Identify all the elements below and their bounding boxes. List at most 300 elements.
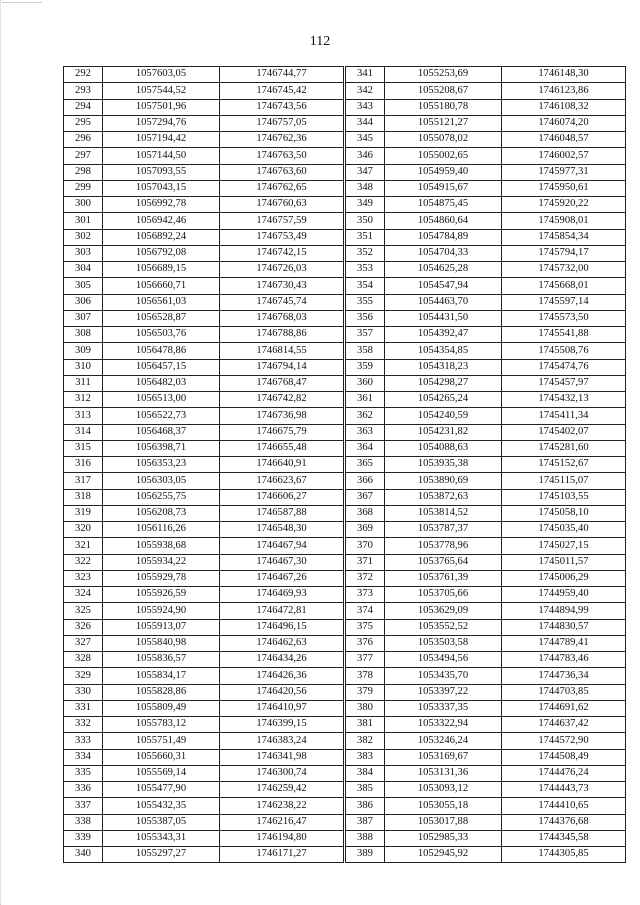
point-number-cell: 350 [346, 213, 385, 229]
coordinate-x-cell: 1053705,66 [385, 587, 502, 603]
coordinate-y-cell: 1744783,46 [502, 652, 626, 668]
point-number-cell: 298 [64, 164, 103, 180]
coordinate-y-cell: 1746472,81 [220, 603, 344, 619]
point-number-cell: 318 [64, 489, 103, 505]
coordinate-y-cell: 1746467,30 [220, 554, 344, 570]
coordinate-x-cell: 1054265,24 [385, 392, 502, 408]
table-row [346, 570, 626, 586]
coordinate-x-cell: 1053778,96 [385, 538, 502, 554]
coordinate-y-cell: 1746148,30 [502, 67, 626, 83]
coordinate-y-cell: 1746341,98 [220, 749, 344, 765]
point-number-cell: 362 [346, 408, 385, 424]
table-row [346, 327, 626, 343]
table-row [64, 765, 344, 781]
coordinate-x-cell: 1054625,28 [385, 262, 502, 278]
coordinate-y-cell: 1746757,05 [220, 115, 344, 131]
coordinate-y-cell: 1746745,74 [220, 294, 344, 310]
point-number-cell: 341 [346, 67, 385, 83]
table-row [346, 457, 626, 473]
coordinate-y-cell: 1746745,42 [220, 83, 344, 99]
coordinate-x-cell: 1053055,18 [385, 798, 502, 814]
point-number-cell: 301 [64, 213, 103, 229]
coordinate-x-cell: 1056561,03 [103, 294, 220, 310]
coordinate-x-cell: 1054784,89 [385, 229, 502, 245]
table-row [64, 164, 344, 180]
coordinate-y-cell: 1745027,15 [502, 538, 626, 554]
coordinate-x-cell: 1055432,35 [103, 798, 220, 814]
point-number-cell: 360 [346, 375, 385, 391]
coordinate-x-cell: 1056942,46 [103, 213, 220, 229]
point-number-cell: 348 [346, 180, 385, 196]
coordinate-x-cell: 1057144,50 [103, 148, 220, 164]
point-number-cell: 326 [64, 619, 103, 635]
point-number-cell: 309 [64, 343, 103, 359]
coordinate-x-cell: 1053814,52 [385, 505, 502, 521]
coordinate-x-cell: 1053872,63 [385, 489, 502, 505]
table-row [64, 213, 344, 229]
coordinate-y-cell: 1744410,65 [502, 798, 626, 814]
coordinate-y-cell: 1746757,59 [220, 213, 344, 229]
point-number-cell: 296 [64, 132, 103, 148]
table-row [346, 749, 626, 765]
coordinate-x-cell: 1055297,27 [103, 847, 220, 863]
table-row [64, 554, 344, 570]
table-row [64, 229, 344, 245]
coordinate-y-cell: 1745794,17 [502, 245, 626, 261]
coordinate-x-cell: 1056522,73 [103, 408, 220, 424]
coordinate-x-cell: 1053337,35 [385, 700, 502, 716]
coordinate-y-cell: 1746123,86 [502, 83, 626, 99]
table-row [346, 765, 626, 781]
table-row [64, 619, 344, 635]
coordinate-y-cell: 1745597,14 [502, 294, 626, 310]
coordinate-y-cell: 1745950,61 [502, 180, 626, 196]
coordinate-y-cell: 1744703,85 [502, 684, 626, 700]
point-number-cell: 315 [64, 440, 103, 456]
coordinate-y-cell: 1746194,80 [220, 830, 344, 846]
coordinate-x-cell: 1053093,12 [385, 782, 502, 798]
coordinate-x-cell: 1054431,50 [385, 310, 502, 326]
coordinate-x-cell: 1056689,15 [103, 262, 220, 278]
table-row [64, 310, 344, 326]
coordinate-x-cell: 1055477,90 [103, 782, 220, 798]
point-number-cell: 331 [64, 700, 103, 716]
table-row [346, 115, 626, 131]
coordinate-y-cell: 1745508,76 [502, 343, 626, 359]
table-row [346, 652, 626, 668]
point-number-cell: 369 [346, 522, 385, 538]
point-number-cell: 317 [64, 473, 103, 489]
coordinate-y-cell: 1746238,22 [220, 798, 344, 814]
point-number-cell: 372 [346, 570, 385, 586]
table-row [64, 457, 344, 473]
table-row [64, 587, 344, 603]
table-row [64, 798, 344, 814]
table-row [346, 83, 626, 99]
coordinate-y-cell: 1744376,68 [502, 814, 626, 830]
coordinate-y-cell: 1744637,42 [502, 717, 626, 733]
table-row [346, 310, 626, 326]
coordinate-x-cell: 1055751,49 [103, 733, 220, 749]
table-row [64, 814, 344, 830]
table-row [64, 684, 344, 700]
coordinate-y-cell: 1746762,65 [220, 180, 344, 196]
coordinate-x-cell: 1055660,31 [103, 749, 220, 765]
point-number-cell: 310 [64, 359, 103, 375]
table-row [346, 197, 626, 213]
table-row [346, 294, 626, 310]
table-row [346, 830, 626, 846]
point-number-cell: 293 [64, 83, 103, 99]
coordinate-y-cell: 1746726,03 [220, 262, 344, 278]
table-row [346, 278, 626, 294]
coordinate-y-cell: 1745011,57 [502, 554, 626, 570]
point-number-cell: 349 [346, 197, 385, 213]
coordinate-y-cell: 1745152,67 [502, 457, 626, 473]
coordinate-y-cell: 1745908,01 [502, 213, 626, 229]
point-number-cell: 297 [64, 148, 103, 164]
point-number-cell: 367 [346, 489, 385, 505]
coordinate-x-cell: 1057194,42 [103, 132, 220, 148]
coordinate-y-cell: 1746788,86 [220, 327, 344, 343]
coordinate-x-cell: 1055938,68 [103, 538, 220, 554]
table-row [64, 408, 344, 424]
table-row [64, 67, 344, 83]
point-number-cell: 324 [64, 587, 103, 603]
table-row [346, 554, 626, 570]
coordinate-y-cell: 1746742,15 [220, 245, 344, 261]
table-row [346, 245, 626, 261]
point-number-cell: 338 [64, 814, 103, 830]
table-row [346, 392, 626, 408]
point-number-cell: 312 [64, 392, 103, 408]
coordinate-y-cell: 1746768,03 [220, 310, 344, 326]
coordinate-x-cell: 1055387,05 [103, 814, 220, 830]
point-number-cell: 342 [346, 83, 385, 99]
table-row [64, 668, 344, 684]
point-number-cell: 332 [64, 717, 103, 733]
coordinate-y-cell: 1745457,97 [502, 375, 626, 391]
coordinate-x-cell: 1054959,40 [385, 164, 502, 180]
coordinate-x-cell: 1053017,88 [385, 814, 502, 830]
coordinate-y-cell: 1745474,76 [502, 359, 626, 375]
point-number-cell: 322 [64, 554, 103, 570]
coordinate-x-cell: 1053787,37 [385, 522, 502, 538]
coordinate-y-cell: 1745541,88 [502, 327, 626, 343]
table-row [64, 83, 344, 99]
coordinates-table-left [63, 66, 344, 863]
coordinate-x-cell: 1055809,49 [103, 700, 220, 716]
point-number-cell: 321 [64, 538, 103, 554]
coordinate-y-cell: 1745058,10 [502, 505, 626, 521]
coordinate-x-cell: 1054704,33 [385, 245, 502, 261]
point-number-cell: 311 [64, 375, 103, 391]
point-number-cell: 376 [346, 635, 385, 651]
coordinate-x-cell: 1054354,85 [385, 343, 502, 359]
coordinate-x-cell: 1056208,73 [103, 505, 220, 521]
table-row [346, 375, 626, 391]
coordinate-x-cell: 1055783,12 [103, 717, 220, 733]
table-row [64, 489, 344, 505]
coordinate-y-cell: 1746794,14 [220, 359, 344, 375]
point-number-cell: 375 [346, 619, 385, 635]
point-number-cell: 358 [346, 343, 385, 359]
coordinate-x-cell: 1056457,15 [103, 359, 220, 375]
table-row [346, 538, 626, 554]
table-row [346, 67, 626, 83]
point-number-cell: 356 [346, 310, 385, 326]
table-row [64, 424, 344, 440]
coordinate-y-cell: 1745103,55 [502, 489, 626, 505]
table-row [346, 522, 626, 538]
coordinate-x-cell: 1054231,82 [385, 424, 502, 440]
coordinate-y-cell: 1746420,56 [220, 684, 344, 700]
coordinate-x-cell: 1053503,58 [385, 635, 502, 651]
point-number-cell: 308 [64, 327, 103, 343]
coordinate-y-cell: 1745977,31 [502, 164, 626, 180]
point-number-cell: 346 [346, 148, 385, 164]
scan-edge [0, 0, 3, 905]
point-number-cell: 373 [346, 587, 385, 603]
table-row [64, 132, 344, 148]
table-row [64, 148, 344, 164]
coordinate-x-cell: 1055253,69 [385, 67, 502, 83]
coordinate-y-cell: 1746814,55 [220, 343, 344, 359]
coordinate-y-cell: 1744736,34 [502, 668, 626, 684]
page-number: 112 [309, 34, 331, 49]
table-row [64, 180, 344, 196]
table-row [346, 619, 626, 635]
coordinate-y-cell: 1744959,40 [502, 587, 626, 603]
coordinate-y-cell: 1745115,07 [502, 473, 626, 489]
point-number-cell: 371 [346, 554, 385, 570]
table-row [64, 359, 344, 375]
point-number-cell: 313 [64, 408, 103, 424]
table-row [346, 587, 626, 603]
point-number-cell: 365 [346, 457, 385, 473]
table-row [346, 798, 626, 814]
table-row [64, 505, 344, 521]
coordinates-table-right [345, 66, 626, 863]
coordinate-x-cell: 1056116,26 [103, 522, 220, 538]
coordinate-x-cell: 1053322,94 [385, 717, 502, 733]
coordinate-x-cell: 1055924,90 [103, 603, 220, 619]
coordinate-x-cell: 1057043,15 [103, 180, 220, 196]
point-number-cell: 329 [64, 668, 103, 684]
coordinate-y-cell: 1745573,50 [502, 310, 626, 326]
table-row [346, 668, 626, 684]
coordinate-x-cell: 1056792,08 [103, 245, 220, 261]
table-row [64, 538, 344, 554]
coordinate-y-cell: 1746434,26 [220, 652, 344, 668]
coordinate-x-cell: 1056482,03 [103, 375, 220, 391]
coordinate-x-cell: 1056255,75 [103, 489, 220, 505]
coordinate-x-cell: 1056503,76 [103, 327, 220, 343]
coordinate-x-cell: 1053131,36 [385, 765, 502, 781]
point-number-cell: 355 [346, 294, 385, 310]
point-number-cell: 351 [346, 229, 385, 245]
coordinate-y-cell: 1746640,91 [220, 457, 344, 473]
point-number-cell: 327 [64, 635, 103, 651]
point-number-cell: 292 [64, 67, 103, 83]
point-number-cell: 336 [64, 782, 103, 798]
coordinate-y-cell: 1744830,57 [502, 619, 626, 635]
coordinate-y-cell: 1744894,99 [502, 603, 626, 619]
coordinate-x-cell: 1056303,05 [103, 473, 220, 489]
coordinate-x-cell: 1054318,23 [385, 359, 502, 375]
point-number-cell: 353 [346, 262, 385, 278]
coordinate-y-cell: 1746760,63 [220, 197, 344, 213]
coordinate-x-cell: 1055929,78 [103, 570, 220, 586]
table-row [346, 359, 626, 375]
point-number-cell: 364 [346, 440, 385, 456]
coordinate-x-cell: 1054915,67 [385, 180, 502, 196]
point-number-cell: 319 [64, 505, 103, 521]
coordinate-x-cell: 1057603,05 [103, 67, 220, 83]
table-row [346, 603, 626, 619]
table-row [346, 684, 626, 700]
point-number-cell: 368 [346, 505, 385, 521]
table-row [346, 343, 626, 359]
table-row [346, 99, 626, 115]
point-number-cell: 383 [346, 749, 385, 765]
coordinate-y-cell: 1746768,47 [220, 375, 344, 391]
coordinate-x-cell: 1053765,64 [385, 554, 502, 570]
point-number-cell: 320 [64, 522, 103, 538]
table-row [64, 197, 344, 213]
point-number-cell: 377 [346, 652, 385, 668]
table-row [346, 132, 626, 148]
table-row [64, 570, 344, 586]
coordinate-y-cell: 1746655,48 [220, 440, 344, 456]
point-number-cell: 354 [346, 278, 385, 294]
coordinate-x-cell: 1057093,55 [103, 164, 220, 180]
table-row [346, 505, 626, 521]
coordinate-x-cell: 1055926,59 [103, 587, 220, 603]
coordinate-x-cell: 1054463,70 [385, 294, 502, 310]
table-row [64, 115, 344, 131]
coordinate-y-cell: 1746743,56 [220, 99, 344, 115]
point-number-cell: 388 [346, 830, 385, 846]
coordinate-x-cell: 1054240,59 [385, 408, 502, 424]
point-number-cell: 299 [64, 180, 103, 196]
point-number-cell: 333 [64, 733, 103, 749]
table-row [346, 164, 626, 180]
point-number-cell: 316 [64, 457, 103, 473]
coordinate-y-cell: 1744789,41 [502, 635, 626, 651]
table-row [64, 733, 344, 749]
table-row [64, 440, 344, 456]
table-row [346, 635, 626, 651]
point-number-cell: 295 [64, 115, 103, 131]
coordinate-x-cell: 1056513,00 [103, 392, 220, 408]
point-number-cell: 374 [346, 603, 385, 619]
coordinate-y-cell: 1745281,60 [502, 440, 626, 456]
point-number-cell: 303 [64, 245, 103, 261]
point-number-cell: 343 [346, 99, 385, 115]
table-row [64, 262, 344, 278]
coordinate-x-cell: 1055836,57 [103, 652, 220, 668]
point-number-cell: 363 [346, 424, 385, 440]
coordinate-y-cell: 1745854,34 [502, 229, 626, 245]
coordinate-x-cell: 1053494,56 [385, 652, 502, 668]
coordinate-y-cell: 1746171,27 [220, 847, 344, 863]
coordinate-y-cell: 1746300,74 [220, 765, 344, 781]
point-number-cell: 304 [64, 262, 103, 278]
table-row [64, 635, 344, 651]
table-row [64, 245, 344, 261]
table-row [346, 733, 626, 749]
point-number-cell: 382 [346, 733, 385, 749]
coordinate-x-cell: 1057294,76 [103, 115, 220, 131]
coordinate-x-cell: 1052985,33 [385, 830, 502, 846]
coordinate-x-cell: 1055913,07 [103, 619, 220, 635]
table-row [346, 814, 626, 830]
table-row [64, 749, 344, 765]
point-number-cell: 357 [346, 327, 385, 343]
coordinate-x-cell: 1053552,52 [385, 619, 502, 635]
coordinate-x-cell: 1056468,37 [103, 424, 220, 440]
table-row [346, 424, 626, 440]
coordinate-x-cell: 1055828,86 [103, 684, 220, 700]
coordinate-y-cell: 1745006,29 [502, 570, 626, 586]
point-number-cell: 345 [346, 132, 385, 148]
coordinate-y-cell: 1746426,36 [220, 668, 344, 684]
coordinate-y-cell: 1744572,90 [502, 733, 626, 749]
table-row [64, 294, 344, 310]
coordinate-y-cell: 1746744,77 [220, 67, 344, 83]
coordinate-y-cell: 1746606,27 [220, 489, 344, 505]
coordinate-y-cell: 1746496,15 [220, 619, 344, 635]
coordinate-y-cell: 1744508,49 [502, 749, 626, 765]
coordinate-x-cell: 1054860,64 [385, 213, 502, 229]
point-number-cell: 387 [346, 814, 385, 830]
coordinate-y-cell: 1746548,30 [220, 522, 344, 538]
point-number-cell: 302 [64, 229, 103, 245]
coordinate-y-cell: 1746002,57 [502, 148, 626, 164]
coordinate-x-cell: 1054298,27 [385, 375, 502, 391]
coordinate-x-cell: 1055569,14 [103, 765, 220, 781]
coordinate-y-cell: 1746736,98 [220, 408, 344, 424]
coordinate-x-cell: 1056992,78 [103, 197, 220, 213]
coordinate-x-cell: 1055834,17 [103, 668, 220, 684]
table-row [64, 99, 344, 115]
table-row [64, 652, 344, 668]
point-number-cell: 325 [64, 603, 103, 619]
coordinate-x-cell: 1055002,65 [385, 148, 502, 164]
coordinate-y-cell: 1746462,63 [220, 635, 344, 651]
coordinate-y-cell: 1744345,58 [502, 830, 626, 846]
point-number-cell: 294 [64, 99, 103, 115]
table-row [346, 782, 626, 798]
table-row [346, 489, 626, 505]
table-row [64, 603, 344, 619]
coordinate-y-cell: 1746469,93 [220, 587, 344, 603]
table-row [64, 375, 344, 391]
coordinate-x-cell: 1053629,09 [385, 603, 502, 619]
coordinate-y-cell: 1746399,15 [220, 717, 344, 733]
point-number-cell: 300 [64, 197, 103, 213]
coordinate-y-cell: 1745035,40 [502, 522, 626, 538]
coordinate-x-cell: 1054088,63 [385, 440, 502, 456]
table-row [346, 229, 626, 245]
coordinate-x-cell: 1055208,67 [385, 83, 502, 99]
coordinate-x-cell: 1057501,96 [103, 99, 220, 115]
coordinate-y-cell: 1746762,36 [220, 132, 344, 148]
table-row [64, 327, 344, 343]
coordinate-y-cell: 1746753,49 [220, 229, 344, 245]
coordinate-y-cell: 1746742,82 [220, 392, 344, 408]
